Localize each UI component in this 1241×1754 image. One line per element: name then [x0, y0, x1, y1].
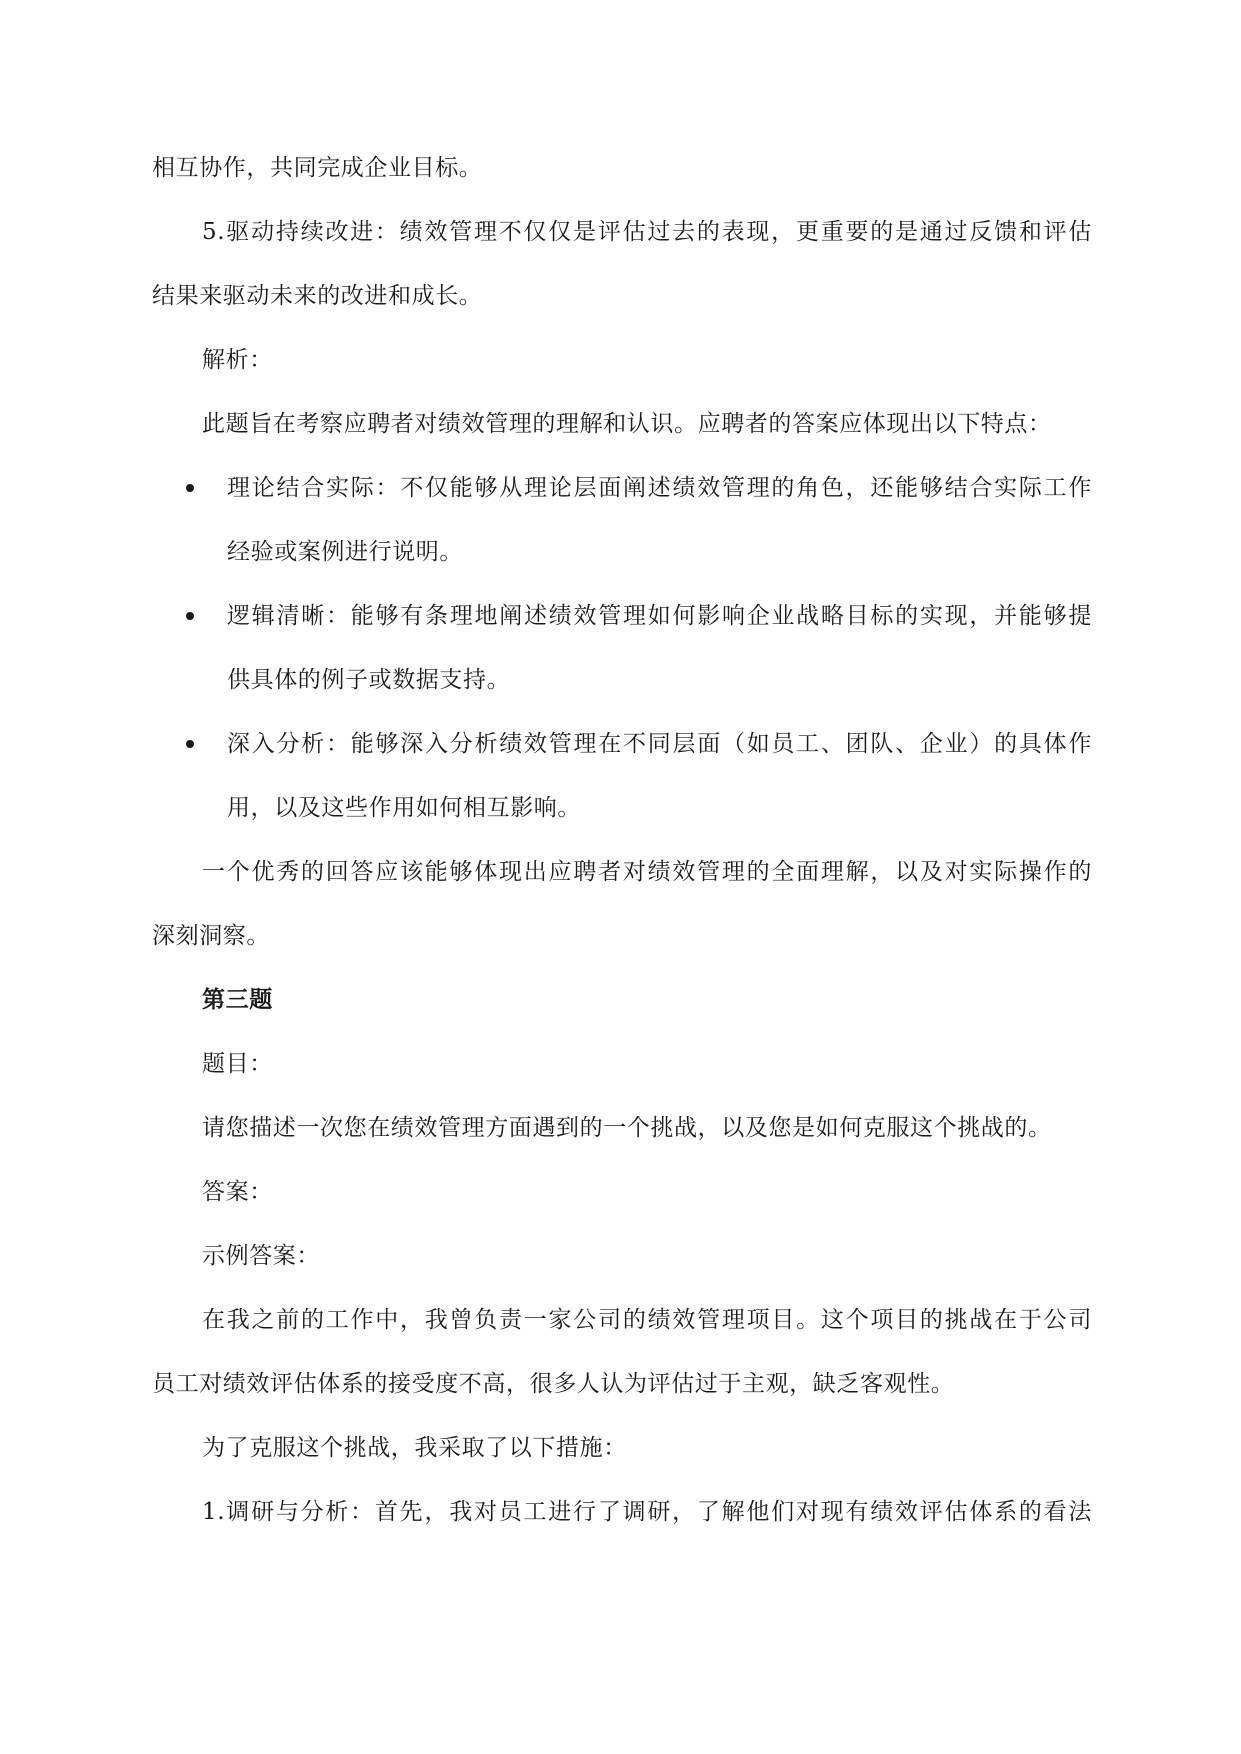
- bullet-item-1-line-1: 理论结合实际：不仅能够从理论层面阐述绩效管理的角色，还能够结合实际工作: [152, 456, 1092, 520]
- summary-line-1: 一个优秀的回答应该能够体现出应聘者对绩效管理的全面理解，以及对实际操作的: [202, 859, 1092, 885]
- answer-label: 答案：: [202, 1179, 273, 1205]
- story-line-1: 在我之前的工作中，我曾负责一家公司的绩效管理项目。这个项目的挑战在于公司: [202, 1307, 1092, 1333]
- bullet-item-1-line-2: 经验或案例进行说明。: [227, 539, 463, 565]
- point-5-line-1: 5.驱动持续改进：绩效管理不仅仅是评估过去的表现，更重要的是通过反馈和评估: [202, 219, 1092, 245]
- question-label: 题目：: [202, 1051, 273, 1077]
- bullet-dot-icon: [186, 484, 194, 492]
- story-line-2: 员工对绩效评估体系的接受度不高，很多人认为评估过于主观，缺乏客观性。: [152, 1371, 955, 1397]
- summary-line-2: 深刻洞察。: [152, 923, 270, 949]
- sample-answer-label: 示例答案：: [202, 1243, 320, 1269]
- section-title: 第三题: [202, 987, 273, 1013]
- bullet-item-2-line-2: 供具体的例子或数据支持。: [227, 667, 511, 693]
- measures-intro: 为了克服这个挑战，我采取了以下措施：: [202, 1435, 627, 1461]
- point-5-line-2: 结果来驱动未来的改进和成长。: [152, 283, 483, 309]
- question-text: 请您描述一次您在绩效管理方面遇到的一个挑战，以及您是如何克服这个挑战的。: [202, 1115, 1052, 1141]
- bullet-dot-icon: [186, 612, 194, 620]
- document-page: [152, 136, 1092, 1544]
- paragraph-continuation: 相互协作，共同完成企业目标。: [152, 155, 483, 181]
- analysis-label: 解析：: [202, 347, 273, 373]
- bullet-item-3-line-2: 用，以及这些作用如何相互影响。: [227, 795, 581, 821]
- measure-1-line-1: 1.调研与分析：首先，我对员工进行了调研，了解他们对现有绩效评估体系的看法: [202, 1499, 1092, 1525]
- bullet-item-3-line-1: 深入分析：能够深入分析绩效管理在不同层面（如员工、团队、企业）的具体作: [152, 712, 1092, 776]
- analysis-intro: 此题旨在考察应聘者对绩效管理的理解和认识。应聘者的答案应体现出以下特点：: [202, 411, 1052, 437]
- bullet-item-2-line-1: 逻辑清晰：能够有条理地阐述绩效管理如何影响企业战略目标的实现，并能够提: [152, 584, 1092, 648]
- bullet-dot-icon: [186, 740, 194, 748]
